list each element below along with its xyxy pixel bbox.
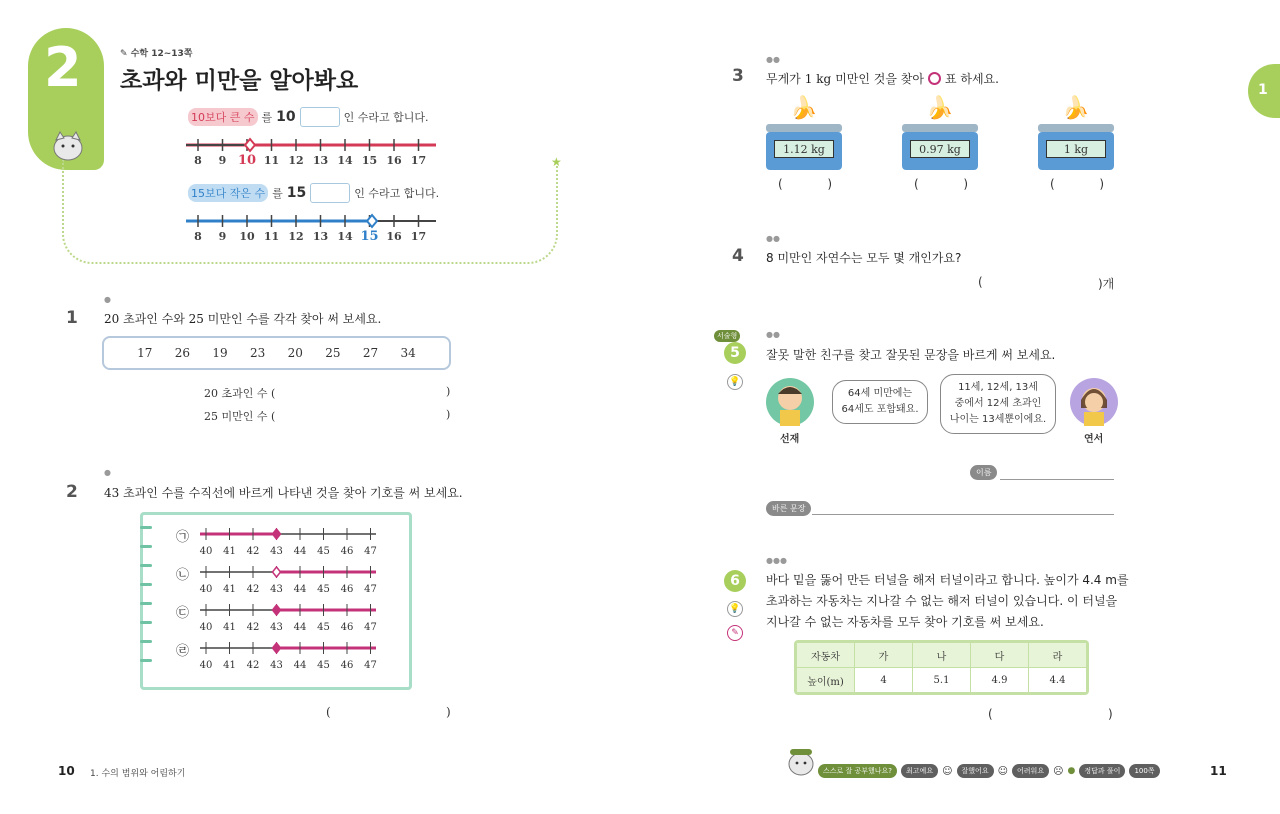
tick-label: 45 <box>317 622 330 633</box>
sentence-answer-line[interactable] <box>812 513 1114 515</box>
tick-label: 42 <box>246 660 260 671</box>
tick-label: 45 <box>317 660 330 671</box>
tick-label: 45 <box>317 584 330 595</box>
table-header-cell: 자동차 <box>797 643 855 668</box>
correct-sentence-label: 바른 문장 <box>766 501 811 516</box>
q1-text: 20 초과인 수와 25 미만인 수를 각각 찾아 써 보세요. <box>104 312 382 326</box>
tick-label: 13 <box>312 230 329 243</box>
scale-tray <box>766 124 842 132</box>
q1-number: 1 <box>66 308 78 328</box>
tick-label: 47 <box>364 660 377 671</box>
q2-option-label: ㉠ <box>176 530 190 545</box>
tick-label: 10 <box>237 153 257 168</box>
q1-number-item: 17 <box>137 346 153 360</box>
tick-label: 46 <box>340 546 354 557</box>
difficulty-icon: ●● <box>766 234 780 243</box>
tick-label: 14 <box>337 230 353 243</box>
tick-label: 42 <box>246 584 260 595</box>
person2-name: 연서 <box>1084 434 1104 445</box>
table-header-cell: 나 <box>913 643 971 668</box>
circle-mark-icon <box>928 72 941 85</box>
tick-label: 43 <box>270 546 283 557</box>
q3-number: 3 <box>732 66 744 86</box>
q6-number: 6 <box>724 570 746 592</box>
q1-answer2-label: 25 미만인 수 ( <box>204 410 276 423</box>
essay-tag: 서술형 <box>714 330 740 342</box>
q2-option-label: ㉢ <box>176 606 190 621</box>
chapter-side-tab: 1 <box>1248 64 1280 118</box>
table-cell: 4.4 <box>1029 668 1087 693</box>
answer-ref-label: 정답과 풀이 <box>1079 764 1125 778</box>
neutral-face-icon: ☺ <box>997 765 1009 777</box>
self-check-bar <box>818 762 1180 780</box>
difficulty-icon: ● <box>104 295 111 304</box>
tick-label: 43 <box>270 622 283 633</box>
page-title: 초과와 미만을 알아봐요 <box>120 68 359 94</box>
name-answer-line[interactable] <box>1000 478 1114 480</box>
difficulty-icon: ●●● <box>766 556 787 565</box>
scale-body <box>766 132 842 170</box>
sad-face-icon: ☹ <box>1053 765 1064 777</box>
tick-label: 10 <box>239 230 255 243</box>
tick-label: 42 <box>246 546 260 557</box>
q4-open: ( <box>978 275 983 289</box>
tick-label: 15 <box>360 229 379 244</box>
tick-label: 8 <box>194 230 202 243</box>
q1-answer2-input[interactable] <box>280 405 440 423</box>
q1-number-item: 27 <box>362 346 379 360</box>
endpoint-marker <box>273 529 281 539</box>
tick-label: 43 <box>270 584 283 595</box>
tick-label: 47 <box>364 546 377 557</box>
person1-avatar <box>766 378 814 426</box>
q2-number: 2 <box>66 482 78 502</box>
answer-page-label: 100쪽 <box>1129 764 1159 778</box>
table-header-cell: 라 <box>1029 643 1087 668</box>
q6-table <box>794 640 1089 695</box>
banana-icon: 🍌 <box>926 96 954 121</box>
q3-answer-3[interactable]: ( ) <box>1050 177 1104 191</box>
self-check-label: 스스로 잘 공부했나요? <box>818 764 897 778</box>
table-header-cell: 다 <box>971 643 1029 668</box>
tick-label: 43 <box>270 660 283 671</box>
q2-option-label: ㉡ <box>176 568 190 583</box>
q5-text: 잘못 말한 친구를 찾고 잘못된 문장을 바르게 써 보세요. <box>766 348 1056 362</box>
endpoint-marker <box>273 643 281 653</box>
q1-number-item: 19 <box>212 346 228 360</box>
tick-label: 47 <box>364 584 377 595</box>
scale-display: 1 kg <box>1046 140 1106 158</box>
scale-body <box>902 132 978 170</box>
hint-bulb-icon: 💡 <box>727 374 743 390</box>
q1-number-item: 23 <box>250 346 266 360</box>
acorn-icon: ● <box>1067 766 1076 776</box>
tick-label: 15 <box>361 154 378 167</box>
tick-label: 40 <box>199 546 213 557</box>
tick-label: 44 <box>293 622 307 633</box>
section-number: 2 <box>44 36 82 99</box>
difficulty-icon: ● <box>104 468 111 477</box>
speech-bubble-1: 64세 미만에는 64세도 포함돼요. <box>832 380 928 424</box>
hint-bulb-icon: 💡 <box>727 601 743 617</box>
tick-label: 11 <box>263 230 280 243</box>
tick-label: 16 <box>386 230 402 243</box>
tick-label: 44 <box>293 660 307 671</box>
tick-label: 40 <box>199 660 213 671</box>
tick-label: 17 <box>410 154 427 167</box>
tick-label: 47 <box>364 622 377 633</box>
q4-number: 4 <box>732 246 744 266</box>
tick-label: 41 <box>223 660 236 671</box>
q1-answer2-close: ) <box>446 408 451 421</box>
q2-option-4[interactable] <box>176 640 396 672</box>
person1-name: 선재 <box>780 434 800 445</box>
tick-label: 46 <box>340 660 354 671</box>
scale-display: 1.12 kg <box>774 140 834 158</box>
name-label: 이름 <box>970 465 997 480</box>
happy-face-icon: ☺ <box>942 765 953 777</box>
q6-answer-input[interactable] <box>1000 704 1104 722</box>
q1-number-item: 34 <box>400 346 416 360</box>
tick-label: 45 <box>317 546 330 557</box>
q6-close: ) <box>1108 707 1113 721</box>
tick-label: 46 <box>340 584 354 595</box>
banana-scale-3[interactable] <box>1038 96 1114 170</box>
q2-number-line <box>196 564 396 596</box>
q1-number-box <box>102 336 451 370</box>
tick-label: 12 <box>288 154 304 167</box>
self-check-option-2[interactable]: 잘했어요 <box>957 764 994 778</box>
scale-tray <box>902 124 978 132</box>
tick-label: 8 <box>194 154 202 167</box>
q4-text: 8 미만인 자연수는 모두 몇 개인가요? <box>766 251 962 265</box>
q2-open: ( <box>326 705 331 719</box>
banana-icon: 🍌 <box>1062 96 1090 121</box>
scale-body <box>1038 132 1114 170</box>
tick-label: 14 <box>337 154 353 167</box>
page-number-right: 11 <box>1210 764 1227 778</box>
q2-option-label: ㉣ <box>176 644 190 659</box>
tick-label: 9 <box>218 230 227 243</box>
table-cell: 5.1 <box>913 668 971 693</box>
tick-label: 41 <box>223 546 236 557</box>
tick-label: 44 <box>293 546 307 557</box>
banana-scale-2[interactable] <box>902 96 978 170</box>
q6-text: 바다 밑을 뚫어 만든 터널을 해저 터널이라고 합니다. 높이가 4.4 m를 초과하는 자동차는 지나갈 수 없는 해저 터널이 있습니다. 이 터널을 지나갈 수 없는 자동차를 모두 찾아 기호를 써 보세요. <box>766 573 1129 629</box>
pencil-icon: ✎ <box>727 625 743 641</box>
endpoint-marker <box>273 567 281 577</box>
q1-number-item: 26 <box>174 346 191 360</box>
q1-number-item: 20 <box>287 346 303 360</box>
q2-answer-input[interactable] <box>336 702 440 720</box>
page-number-left: 10 <box>58 764 75 778</box>
q2-option-2[interactable] <box>176 564 396 596</box>
tick-label: 9 <box>218 154 227 167</box>
table-cell: 높이(m) <box>797 668 855 693</box>
q2-number-line <box>196 640 396 672</box>
tick-label: 41 <box>223 584 236 595</box>
tick-label: 11 <box>263 154 280 167</box>
q2-close: ) <box>446 705 451 719</box>
self-check-option-3[interactable]: 어려워요 <box>1012 764 1049 778</box>
q2-option-1[interactable] <box>176 526 396 558</box>
tick-label: 17 <box>410 230 427 243</box>
q4-close: )개 <box>1098 277 1115 291</box>
q1-answer1-close: ) <box>446 385 451 398</box>
tick-label: 40 <box>199 622 213 633</box>
table-cell: 4.9 <box>971 668 1029 693</box>
tick-label: 46 <box>340 622 354 633</box>
q4-answer-input[interactable] <box>990 272 1094 290</box>
cat-mascot-icon <box>48 128 88 162</box>
spiral-binding <box>140 526 152 678</box>
self-check-option-1[interactable]: 최고예요 <box>901 764 938 778</box>
tick-label: 12 <box>288 230 304 243</box>
tick-label: 13 <box>312 154 329 167</box>
tick-label: 44 <box>293 584 307 595</box>
tick-label: 42 <box>246 622 260 633</box>
q1-number-item: 25 <box>325 346 341 360</box>
difficulty-icon: ●● <box>766 330 780 339</box>
concept1-text: 10보다 큰 수 를 10 인 수라고 합니다. <box>188 107 429 127</box>
q3-answer-1[interactable]: ( ) <box>778 177 832 191</box>
concept2-blank[interactable] <box>310 183 350 203</box>
concept1-blank[interactable] <box>300 107 340 127</box>
tick-label: 16 <box>386 154 402 167</box>
tick-label: 41 <box>223 622 236 633</box>
banana-icon: 🍌 <box>790 96 818 121</box>
q5-number: 5 <box>724 342 746 364</box>
chapter-title: 1. 수의 범위와 어림하기 <box>90 769 186 779</box>
q1-answer1-input[interactable] <box>280 382 440 400</box>
q2-number-line <box>196 526 396 558</box>
tick-label: 40 <box>199 584 213 595</box>
table-cell: 4 <box>855 668 913 693</box>
concept2-text: 15보다 작은 수 를 15 인 수라고 합니다. <box>188 183 439 203</box>
q2-number-line <box>196 602 396 634</box>
q2-text: 43 초과인 수를 수직선에 바르게 나타낸 것을 찾아 기호를 써 보세요. <box>104 486 463 500</box>
endpoint-marker <box>273 605 281 615</box>
concept1-number-line <box>184 136 440 168</box>
cat-mascot-icon <box>784 746 818 778</box>
book-reference: ✎ 수학 12~13쪽 <box>120 49 193 59</box>
scale-tray <box>1038 124 1114 132</box>
concept2-number-line <box>184 212 440 244</box>
person2-avatar <box>1070 378 1118 426</box>
table-header-cell: 가 <box>855 643 913 668</box>
star-icon: ★ <box>551 155 562 169</box>
q6-open: ( <box>988 707 993 721</box>
q3-text: 무게가 1 kg 미만인 것을 찾아 표 하세요. <box>766 71 999 86</box>
q1-answer1-label: 20 초과인 수 ( <box>204 387 276 400</box>
banana-scale-1[interactable] <box>766 96 842 170</box>
difficulty-icon: ●● <box>766 55 780 64</box>
scale-display: 0.97 kg <box>910 140 970 158</box>
q2-option-3[interactable] <box>176 602 396 634</box>
q2-lines-container <box>176 526 396 676</box>
speech-bubble-2: 11세, 12세, 13세 중에서 12세 초과인 나이는 13세뿐이에요. <box>940 374 1056 434</box>
q3-answer-2[interactable]: ( ) <box>914 177 968 191</box>
